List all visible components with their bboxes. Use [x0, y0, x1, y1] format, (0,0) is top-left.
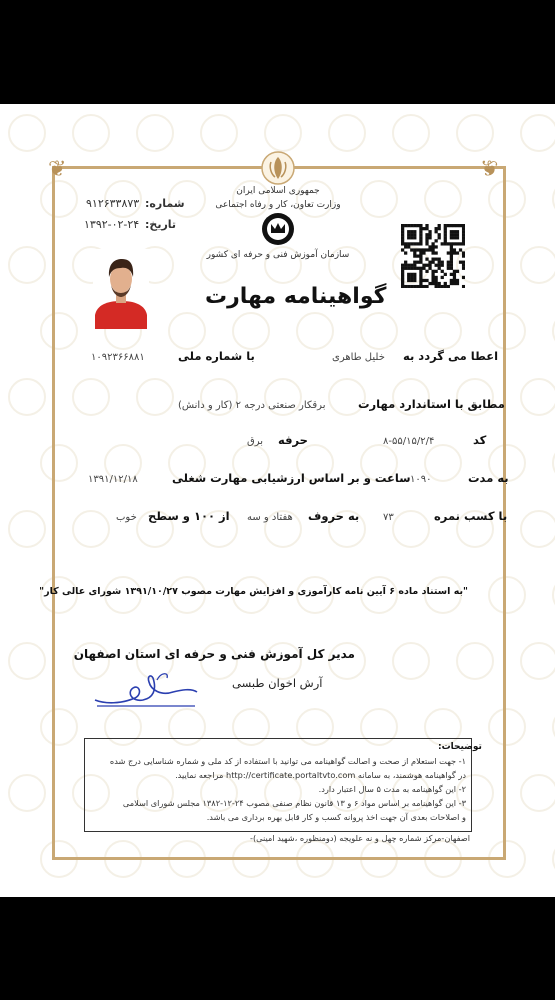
number-label: شماره:: [145, 197, 185, 210]
organization-text: سازمان آموزش فنی و حرفه ای کشور: [206, 250, 350, 260]
center-address: اصفهان-مرکز شماره چهل و نه علویجه (دومنظوره ،شهید امینی)-: [250, 833, 470, 843]
score-value: ۷۳: [383, 512, 394, 523]
level-value: خوب: [116, 512, 137, 523]
ministry-text: وزارت تعاون، کار و رفاه اجتماعی: [215, 200, 341, 210]
watermark-icon: [328, 114, 366, 152]
date-value: ۱۳۹۲-۰۲-۲۴: [84, 218, 140, 231]
national-id-value: ۱۰۹۲۳۶۶۸۸۱: [91, 352, 145, 363]
watermark-icon: [8, 378, 46, 416]
corner-flourish-icon: ❦: [48, 157, 67, 182]
national-id-label: با شماره ملی: [178, 349, 255, 363]
watermark-icon: [8, 246, 46, 284]
watermark-icon: [520, 642, 555, 680]
watermark-icon: [264, 114, 302, 152]
duration-value: ۱۰۹۰: [410, 474, 432, 485]
note-1a: ۱- جهت استعلام از صحت و اصالت گواهینامه می توانید با استفاده از کد ملی و شماره شناسایی درج شده: [109, 756, 466, 766]
watermark-icon: [8, 510, 46, 548]
legal-citation: "به استناد ماده ۶ آیین نامه کارآموزی و افزایش مهارت مصوب ۱۳۹۱/۱۰/۲۷ شورای عالی کار": [39, 586, 468, 597]
code-value: ۸-۵۵/۱۵/۲/۴: [383, 436, 435, 447]
watermark-icon: [520, 510, 555, 548]
hours-label: ساعت و بر اساس ارزشیابی مهارت شغلی: [172, 471, 411, 485]
watermark-icon: [456, 114, 494, 152]
note-2: ۲- این گواهینامه به مدت ۵ سال اعتبار دارد.: [318, 784, 466, 794]
trade-label: حرفه: [278, 433, 308, 447]
score-letters-label: به حروف: [308, 509, 360, 523]
score-label: با کسب نمره: [434, 509, 508, 523]
watermark-icon: [520, 378, 555, 416]
qr-code-icon: [401, 224, 465, 288]
watermark-icon: [72, 114, 110, 152]
emblem-icon: [260, 150, 296, 186]
portrait-photo: [93, 249, 149, 329]
score-letters-value: هفتاد و سه: [247, 512, 293, 523]
granted-value: خلیل طاهری: [332, 352, 385, 363]
number-value: ۹۱۲۶۳۳۸۷۳: [86, 197, 140, 210]
watermark-icon: [520, 774, 555, 812]
code-label: کد: [473, 433, 487, 447]
standard-value: برقکار صنعتی درجه ۲ (کار و دانش): [178, 400, 326, 411]
watermark-icon: [8, 114, 46, 152]
watermark-icon: [520, 246, 555, 284]
signatory-title: مدیر کل آموزش فنی و حرفه ای استان اصفهان: [73, 647, 355, 661]
certificate-title: گواهینامه مهارت: [205, 284, 387, 309]
corner-flourish-icon: ❦: [480, 157, 499, 182]
note-3a: ۳- این گواهینامه بر اساس مواد ۶ و ۱۳ قانون نظام صنفی مصوب ۲۴-۱۲-۱۳۸۲ مجلس شورای اسلامی: [122, 798, 466, 808]
date-label: تاریخ:: [145, 218, 177, 231]
watermark-icon: [392, 114, 430, 152]
duration-label: به مدت: [468, 471, 509, 485]
note-3b: و اصلاحات بعدی آن جهت اخذ پروانه کسب و کار قابل بهره برداری می باشد.: [206, 812, 466, 822]
granted-label: اعطا می گردد به: [403, 349, 499, 363]
republic-text: جمهوری اسلامی ایران: [236, 186, 320, 196]
watermark-icon: [8, 642, 46, 680]
tvto-logo-icon: [260, 211, 296, 247]
note-1b: در گواهینامه هوشمند، به سامانه http://certificate.portaltvto.com مراجعه نمایید.: [175, 770, 466, 780]
level-label: از ۱۰۰ و سطح: [148, 509, 230, 523]
signature-icon: [91, 670, 201, 712]
signatory-name: آرش اخوان طبسی: [232, 676, 323, 690]
standard-label: مطابق با استاندارد مهارت: [358, 397, 505, 411]
watermark-icon: [200, 114, 238, 152]
notes-heading: توضیحات:: [438, 742, 482, 752]
certificate-document: [0, 104, 555, 897]
trade-value: برق: [247, 436, 264, 447]
watermark-icon: [8, 774, 46, 812]
watermark-icon: [136, 114, 174, 152]
evaluation-date: ۱۳۹۱/۱۲/۱۸: [88, 474, 138, 485]
watermark-icon: [520, 114, 555, 152]
